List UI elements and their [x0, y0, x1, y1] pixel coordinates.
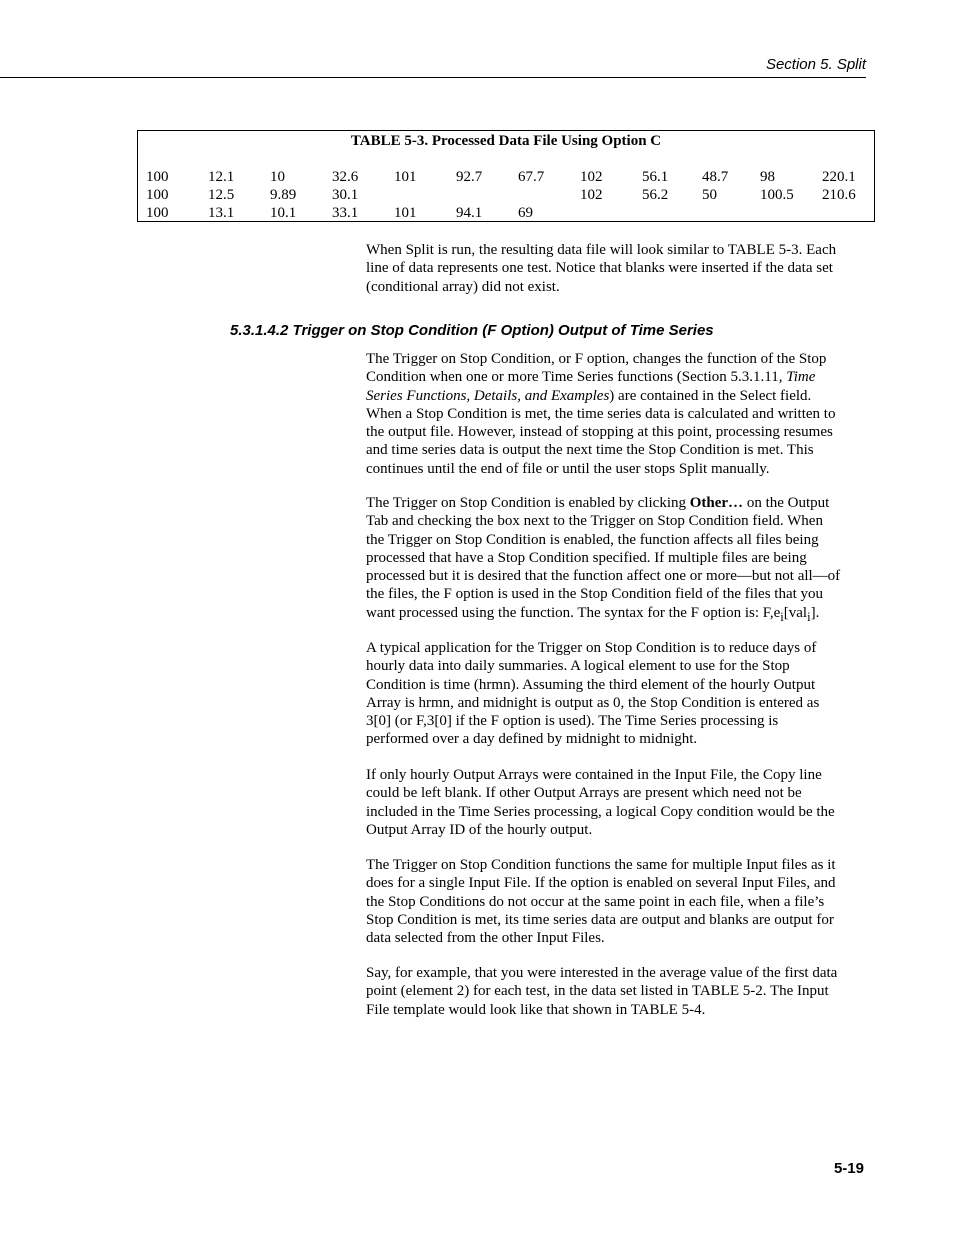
table-cell: 50 — [702, 187, 717, 203]
table-cell: 12.1 — [208, 169, 235, 185]
data-table — [137, 130, 875, 222]
table-cell: 10.1 — [270, 205, 297, 221]
table-cell: 100 — [146, 169, 169, 185]
text-line: The Trigger on Stop Condition is enabled by clicking Other… on the Output — [366, 495, 830, 511]
section-heading: 5.3.1.4.2 Trigger on Stop Condition (F Option) Output of Time Series — [230, 322, 714, 339]
text-line: point (element 2) for each test, in the data set listed in TABLE 5-2. The Input — [366, 983, 829, 1000]
text-line: data selected from the other Input Files. — [366, 930, 605, 947]
paragraph-6 — [366, 964, 866, 1019]
table-cell: 100 — [146, 187, 169, 203]
text-line: The Trigger on Stop Condition, or F option, changes the function of the Stop — [366, 351, 827, 367]
text-line: the Stop Conditions do not occur at the same point in each file, when a file’s — [366, 893, 825, 910]
table-cell: 10 — [270, 169, 285, 185]
table-cell: 98 — [760, 169, 775, 185]
text-line: the output file. However, instead of stopping at this point, processing resumes — [366, 424, 833, 441]
paragraph-2 — [366, 494, 866, 626]
text-line: line of data represents one test. Notice that blanks were inserted if the data set — [366, 260, 833, 277]
table-cell: 94.1 — [456, 205, 483, 221]
table-cell: 56.1 — [642, 169, 669, 185]
text-line: processed but it is desired that the function affect one or more—but not all—of — [366, 568, 841, 585]
text-line: could be left blank. If other Output Arrays are present which need not be — [366, 785, 802, 802]
table-cell: 220.1 — [822, 169, 856, 185]
text-line: When a Stop Condition is met, the time series data is calculated and written to — [366, 405, 836, 422]
text-line: Tab and checking the box next to the Trigger on Stop Condition field. When — [366, 513, 823, 530]
table-cell: 67.7 — [518, 169, 545, 185]
text-line: and time series data is output the next time the Stop Condition is met. This — [366, 442, 814, 459]
text-line: If only hourly Output Arrays were contained in the Input File, the Copy line — [366, 767, 822, 783]
paragraph-1 — [366, 350, 866, 478]
table-cell: 100 — [146, 205, 169, 221]
text-line: Array is hrmn, and midnight is output as 0, the Stop Condition is entered as — [366, 694, 820, 711]
text-line: does for a single Input File. If the option is enabled on several Input Files, and — [366, 875, 836, 892]
text-line: When Split is run, the resulting data file will look similar to TABLE 5-3. Each — [366, 242, 837, 258]
table-cell: 101 — [394, 169, 417, 185]
text-line: The Trigger on Stop Condition functions the same for multiple Input files as it — [366, 857, 836, 873]
table-cell: 210.6 — [822, 187, 856, 203]
table-cell: 30.1 — [332, 187, 359, 203]
table-cell: 48.7 — [702, 169, 729, 185]
text-line: want processed using the function. The syntax for the F option is: $F,e_i[val_i]$. — [366, 604, 820, 624]
intro-paragraph — [366, 241, 866, 296]
text-line: the Trigger on Stop Condition is enabled, the function affects all files being — [366, 531, 819, 548]
table-cell: 9.89 — [270, 187, 297, 203]
paragraph-5 — [366, 856, 866, 947]
text-line: continues until the end of file or until the user stops Split manually. — [366, 460, 770, 477]
paragraph-4 — [366, 766, 866, 839]
text-line: File template would look like that shown in TABLE 5-4. — [366, 1001, 706, 1018]
table-cell: 13.1 — [208, 205, 235, 221]
table-cell: 32.6 — [332, 169, 359, 185]
text-line: hourly data into daily summaries. A logical element to use for the Stop — [366, 658, 790, 675]
page-header — [0, 56, 866, 78]
table-cell: 33.1 — [332, 205, 359, 221]
table-cell: 92.7 — [456, 169, 483, 185]
table-cell: 101 — [394, 205, 417, 221]
text-line: Series Functions, Details, and Examples) are contained in the Select field. — [366, 387, 812, 404]
text-line: Condition when one or more Time Series functions (Section 5.3.1.11, Time — [366, 369, 816, 386]
table-cell: 100.5 — [760, 187, 794, 203]
section-title: Section 5. Split — [765, 56, 866, 73]
text-line: performed over a day defined by midnight to midnight. — [366, 731, 698, 748]
paragraph-3 — [366, 639, 866, 749]
text-line: A typical application for the Trigger on Stop Condition is to reduce days of — [366, 640, 817, 656]
text-line: (conditional array) did not exist. — [366, 278, 560, 295]
table-cell: 12.5 — [208, 187, 235, 203]
text-line: processed that have a Stop Condition specified. If multiple files are being — [366, 549, 807, 566]
text-line: included in the Time Series processing, a logical Copy condition would be the — [366, 803, 835, 820]
text-line: Say, for example, that you were interested in the average value of the first data — [366, 965, 838, 981]
table-cell: 56.2 — [642, 187, 669, 203]
table-caption: TABLE 5-3. Processed Data File Using Option C — [350, 133, 662, 149]
text-line: Condition is time (hrmn). Assuming the third element of the hourly Output — [366, 676, 816, 693]
table-cell: 102 — [580, 187, 603, 203]
table-cell: 102 — [580, 169, 603, 185]
table-cell: 69 — [518, 205, 533, 221]
text-line: Output Array ID of the hourly output. — [366, 821, 593, 838]
page-number: 5-19 — [833, 1160, 864, 1177]
text-line: 3[0] (or F,3[0] if the F option is used). The Time Series processing is — [366, 713, 779, 730]
text-line: the files, the F option is used in the Stop Condition field of the files that you — [366, 586, 824, 603]
text-line: Stop Condition is met, its time series data are output and blanks are output for — [366, 911, 834, 928]
